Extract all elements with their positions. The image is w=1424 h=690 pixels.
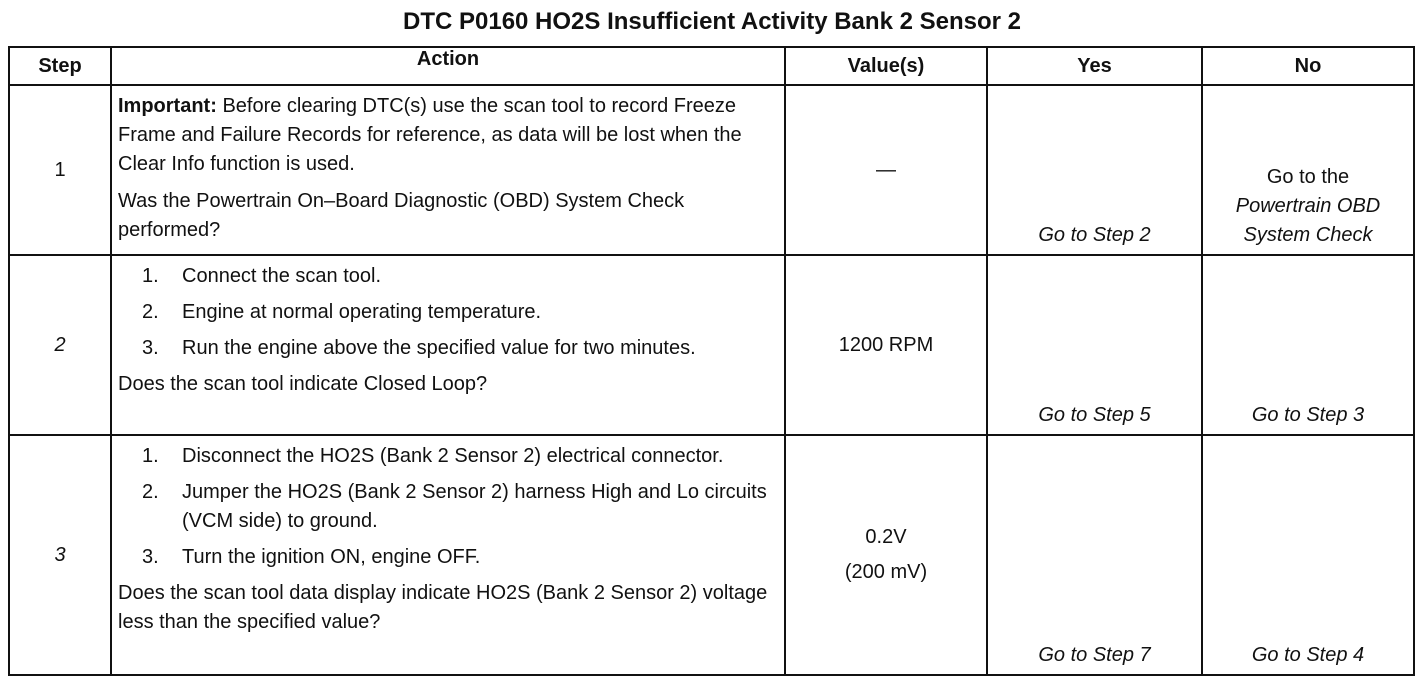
no-cell [1202,435,1414,675]
list-number: 2. [142,481,159,503]
action-cell [111,255,785,435]
list-item [118,442,776,471]
header-action: Action [111,47,785,85]
yes-cell [987,85,1202,255]
list-text: Run the engine above the specified value for two minutes. [182,337,696,359]
no-link[interactable]: Go to Step 4 [1251,644,1365,666]
no-cell [1202,85,1414,255]
header-no: No [1202,47,1414,85]
list-item [118,334,776,363]
yes-cell [987,255,1202,435]
list-text: Turn the ignition ON, engine OFF. [182,546,481,568]
action-cell [111,85,785,255]
no-cell [1202,255,1414,435]
yes-link[interactable]: Go to Step 7 [1038,644,1151,666]
value-cell [785,435,987,675]
list-text: Engine at normal operating temperature. [182,301,542,323]
step-number: 1 [9,85,111,255]
list-item [118,262,776,291]
action-steps-list [118,442,776,572]
list-number: 1. [142,265,159,287]
no-target: Powertrain OBD System Check [1235,195,1381,246]
question-text: Does the scan tool data display indicate HO2S (Bank 2 Sensor 2) voltage less than the specified value? [118,582,768,633]
step-number: 2 [9,255,111,435]
important-label: Important: [118,95,217,117]
step-number: 3 [9,435,111,675]
important-note [118,92,776,179]
list-number: 3. [142,546,159,568]
list-text: Disconnect the HO2S (Bank 2 Sensor 2) electrical connector. [182,445,724,467]
no-link[interactable]: Go to Step 3 [1251,404,1365,426]
no-prefix: Go to the [1266,166,1350,188]
yes-link[interactable]: Go to Step 2 [1038,224,1151,246]
table-row-step-2 [9,255,1414,435]
list-text: Connect the scan tool. [182,265,382,287]
list-text: Jumper the HO2S (Bank 2 Sensor 2) harness High and Lo circuits (VCM side) to ground. [182,481,767,532]
header-values: Value(s) [785,47,987,85]
list-number: 3. [142,337,159,359]
value-primary: 0.2V [865,526,907,548]
table-row-step-3 [9,435,1414,675]
header-step: Step [9,47,111,85]
value-secondary: (200 mV) [844,561,928,583]
important-text: Before clearing DTC(s) use the scan tool to record Freeze Frame and Failure Records for reference, as data will be lost when the Clear Info function is used. [118,95,742,175]
list-number: 2. [142,301,159,323]
list-item [118,543,776,572]
list-item [118,478,776,536]
table-row-step-1 [9,85,1414,255]
value-cell: 1200 RPM [785,255,987,435]
page-title: DTC P0160 HO2S Insufficient Activity Bank 2 Sensor 2 [403,8,1021,35]
question-text: Does the scan tool indicate Closed Loop? [118,373,488,395]
list-number: 1. [142,445,159,467]
yes-cell [987,435,1202,675]
header-yes: Yes [987,47,1202,85]
no-link[interactable] [1203,163,1413,254]
list-item [118,298,776,327]
value-cell: — [785,85,987,255]
table-header-row [9,47,1414,85]
question-text: Was the Powertrain On–Board Diagnostic (OBD) System Check performed? [118,190,685,241]
diagnostic-table [8,46,1415,676]
action-cell [111,435,785,675]
yes-link[interactable]: Go to Step 5 [1038,404,1151,426]
action-steps-list [118,262,776,363]
